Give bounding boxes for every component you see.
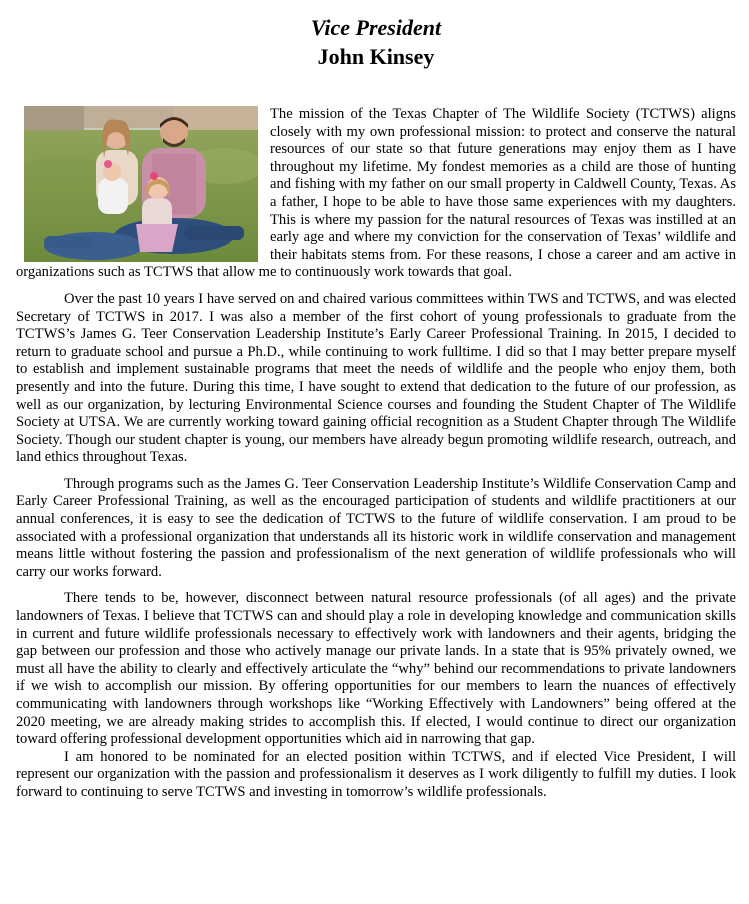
- paragraph-service: Over the past 10 years I have served on and chaired various committees within TWS and TCTWS, and was elected Secretary of TCTWS in 2017. I was also a member of the first cohort of young professionals to graduate from the TCTWS’s James G. Teer Conservation Leadership Institute’s Early Career Professional Training. In 2015, I decided to return to graduate school and pursue a Ph.D., while continuing to work fulltime. I did so that I may better prepare myself to establish and implement sustainable programs that meet the needs of wildlife and the people who enjoy them, both presently and into the future. During this time, I have sought to extend that dedication to the future of our profession, as well as our organization, by lecturing Environmental Science courses and founding the Student Chapter of The Wildlife Society at UTSA. We are currently working toward gaining official recognition as a Student Chapter through The Wildlife Society. Though our student chapter is young, our members have already begun promoting wildlife research, outreach, and land ethics throughout Texas.: [16, 290, 736, 466]
- paragraph-closing: I am honored to be nominated for an elected position within TCTWS, and if elected Vice President, I will represent our organization with the passion and professionalism it deserves as I work diligently to fulfill my duties. I look forward to continuing to serve TCTWS and investing in tomorrow’s wildlife professionals.: [16, 748, 736, 800]
- family-photo: [24, 106, 258, 262]
- candidate-statement-page: [16, 14, 736, 811]
- candidate-name: John Kinsey: [317, 44, 435, 69]
- statement-body: [16, 106, 736, 802]
- paragraph-mission: The mission of the Texas Chapter of The Wildlife Society (TCTWS) aligns closely with my own professional mission: to protect and conserve the natural resources of our state so that future generations may enjoy them as I have throughout my lifetime. My fondest memories as a child are those of hunting and fishing with my father on our small property in Caldwell County, Texas. As a father, I hope to be able to have those same experiences with my daughters. This is where my passion for the natural resources of Texas was instilled at an early age and where my conviction for the conservation of Texas’ wildlife and their habitats stems from. For these reasons, I chose a career and am active in organizations such as TCTWS that allow me to continuously work towards that goal.: [16, 106, 736, 281]
- paragraph-landowners: There tends to be, however, disconnect between natural resource professionals (of all ages) and the private landowners of Texas. I believe that TCTWS can and should play a role in developing knowledge and communication skills in current and future wildlife professionals necessary to effectively work with landowners and their agents, bridging the gap between our profession and those who actively manage our private lands. In a state that is 95% privately owned, we must all have the ability to clearly and effectively articulate the “why” behind our recommendations to private landowners if we wish to accomplish our mission. By offering opportunities for our members to learn the nuances of effectively communicating with landowners through workshops like “Working Effectively with Landowners” being offered at the 2020 meeting, we are already making strides to accomplish this. If elected, I would continue to direct our organization toward offering professional development opportunities which aid in narrowing that gap.: [16, 590, 736, 748]
- position-title: Vice President: [310, 15, 442, 40]
- paragraph-programs: Through programs such as the James G. Teer Conservation Leadership Institute’s Wildlife Conservation Camp and Early Career Professional Training, as well as the encouraged participation of students and wildlife practitioners at our annual conferences, it is easy to see the dedication of TCTWS to the future of wildlife conservation. I am proud to be associated with a professional organization that understands all its historic work in wildlife conservation and management means little without fostering the passion and professionalism of the next generation of wildlife professionals who will carry our works forward.: [16, 475, 736, 580]
- statement-header: [16, 14, 736, 72]
- family-photo-icon: [24, 106, 258, 262]
